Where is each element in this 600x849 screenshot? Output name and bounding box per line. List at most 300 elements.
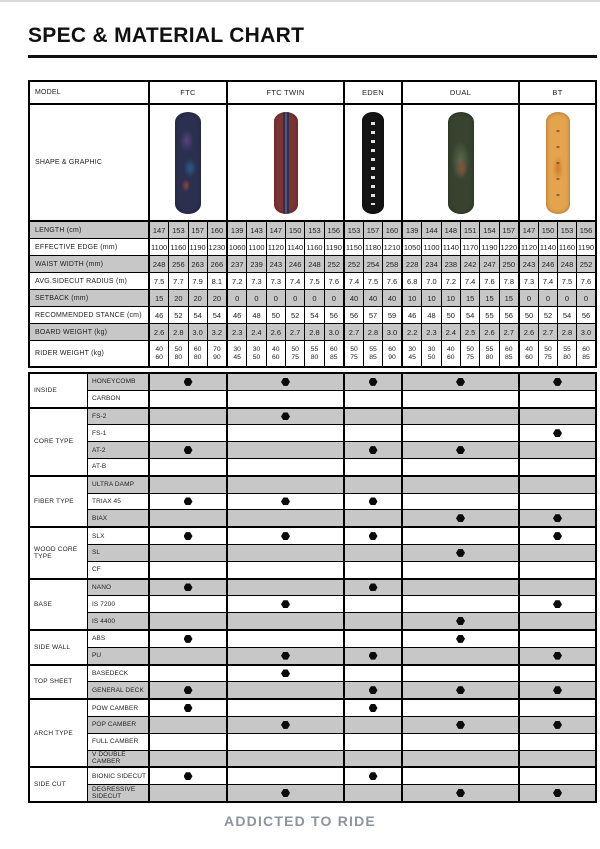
group-values-ftc: [148, 341, 226, 366]
snowboard-image-bt: [546, 112, 570, 214]
spec-value-cell: 228: [405, 259, 419, 269]
material-row-label: GENERAL DECK: [92, 686, 144, 694]
spec-value-cell: 20: [168, 290, 187, 306]
spec-value-cell: 56: [349, 310, 359, 320]
material-row-label: POW CAMBER: [92, 704, 139, 712]
spec-value-cell: [324, 341, 343, 366]
rider-weight-range: 50 75: [544, 345, 552, 361]
dot-cell-bt: [518, 409, 595, 425]
feature-dot-icon: [553, 429, 562, 437]
dot-cell-bt: [518, 580, 595, 596]
feature-dot-icon: [456, 617, 465, 625]
feature-dot-icon: [553, 532, 562, 540]
group-values-eden: [343, 256, 401, 272]
spec-value-cell: 2.5: [460, 324, 479, 340]
spec-value-cell: 147: [522, 225, 536, 235]
feature-dot-icon: [553, 721, 562, 729]
dot-cell-dual: [401, 374, 518, 390]
spec-value-cell: 7.6: [479, 273, 498, 289]
spec-value-cell: 237: [230, 259, 244, 269]
spec-value-cell: 150: [285, 222, 304, 238]
dot-cell-dual: [401, 477, 518, 493]
dot-cell-dual: [401, 666, 518, 682]
dot-cell-ftc: [148, 700, 226, 716]
dot-cell-dual: [401, 494, 518, 510]
material-section-rows: [87, 477, 595, 526]
dot-cell-eden: [343, 459, 401, 475]
material-row-is-4400: [88, 612, 595, 629]
dot-cell-bt: [518, 477, 595, 493]
dot-cell-bt: [518, 374, 595, 390]
feature-dot-icon: [456, 721, 465, 729]
spec-value-cell: [246, 341, 265, 366]
spec-value-cell: 50: [524, 310, 534, 320]
group-values-dual: [401, 307, 518, 323]
shape-graphic-label: SHAPE & GRAPHIC: [35, 159, 103, 166]
spec-value-cell: 7.3: [266, 273, 285, 289]
spec-value-cell: 1150: [345, 242, 363, 252]
model-group-header-ftc-twin: FTC TWIN: [226, 82, 343, 103]
dot-cell-ftc-twin: [226, 510, 343, 526]
material-section-side-cut: [30, 766, 595, 801]
spec-value-cell: 7.5: [363, 273, 382, 289]
spec-value-cell: 15: [479, 290, 498, 306]
dot-cell-eden: [343, 409, 401, 425]
spec-row-avg-sidecut-radius-m: [30, 272, 595, 289]
spec-value-cell: 246: [285, 256, 304, 272]
spec-value-cell: 153: [347, 225, 361, 235]
dot-cell-bt: [518, 700, 595, 716]
dot-cell-dual: [401, 510, 518, 526]
dot-cell-eden: [343, 768, 401, 784]
group-values-bt: [518, 307, 595, 323]
group-values-bt: [518, 239, 595, 255]
spec-value-cell: 1170: [460, 239, 479, 255]
spec-value-cell: 0: [246, 290, 265, 306]
rider-weight-range: 60 90: [388, 345, 396, 361]
spec-value-cell: 0: [266, 290, 285, 306]
model-group-header-eden: EDEN: [343, 82, 401, 103]
spec-value-cell: 52: [168, 307, 187, 323]
spec-value-cell: 1190: [324, 239, 343, 255]
feature-dot-icon: [281, 412, 290, 420]
dot-cell-ftc-twin: [226, 494, 343, 510]
dot-cell-dual: [401, 528, 518, 544]
feature-dot-icon: [369, 446, 378, 454]
spec-value-cell: 2.6: [479, 324, 498, 340]
feature-dot-icon: [553, 652, 562, 660]
group-values-dual: [401, 290, 518, 306]
model-group-header-bt: BT: [518, 82, 595, 103]
dot-cell-bt: [518, 751, 595, 767]
feature-dot-icon: [184, 772, 193, 780]
spec-value-cell: 1100: [246, 239, 265, 255]
spec-value-cell: [479, 341, 498, 366]
spec-value-cell: [460, 341, 479, 366]
material-section-inside: [30, 374, 595, 407]
rider-weight-range: 30 50: [427, 345, 436, 361]
material-row-pu: [88, 647, 595, 664]
rider-weight-range: 50 75: [350, 345, 358, 361]
dot-cell-bt: [518, 562, 595, 578]
dot-cell-bt: [518, 631, 595, 647]
spec-row-label: RECOMMENDED STANCE (cm): [35, 311, 142, 319]
snowboard-image-ftc-twin: [274, 112, 298, 214]
spec-value-cell: 243: [266, 256, 285, 272]
spec-value-cell: 48: [246, 307, 265, 323]
dot-cell-bt: [518, 545, 595, 561]
rider-weight-range: 60 85: [505, 345, 513, 361]
material-row-degressive-sidecut: [88, 784, 595, 801]
spec-value-cell: [188, 341, 207, 366]
spec-row-label: WAIST WIDTH (mm): [35, 260, 104, 268]
dot-cell-ftc: [148, 734, 226, 750]
spec-value-cell: 7.2: [441, 273, 460, 289]
spec-value-cell: 156: [576, 222, 595, 238]
model-header-label: MODEL: [35, 89, 61, 96]
material-row-pow-camber: [88, 700, 595, 716]
material-row-at-b: [88, 458, 595, 475]
material-row-fs-2: [88, 409, 595, 425]
material-row-label: TRIAX 45: [92, 497, 121, 505]
spec-value-cell: [304, 341, 323, 366]
feature-dot-icon: [369, 497, 378, 505]
group-values-bt: [518, 273, 595, 289]
spec-row-label: BOARD WEIGHT (kg): [35, 328, 108, 336]
group-values-ftc-twin: [226, 256, 343, 272]
dot-cell-ftc-twin: [226, 409, 343, 425]
group-values-dual: [401, 239, 518, 255]
spec-value-cell: 242: [460, 256, 479, 272]
spec-value-cell: [557, 341, 576, 366]
spec-value-cell: [363, 341, 382, 366]
rider-weight-range: 30 50: [252, 345, 261, 361]
spec-row-recommended-stance-cm: [30, 306, 595, 323]
feature-dot-icon: [456, 378, 465, 386]
group-values-ftc: [148, 239, 226, 255]
spec-value-cell: 8.1: [207, 273, 226, 289]
group-values-ftc-twin: [226, 222, 343, 238]
rider-weight-range: 55 80: [563, 345, 571, 361]
spec-value-cell: 1100: [421, 239, 440, 255]
spec-value-cell: 15: [499, 290, 518, 306]
feature-dot-icon: [184, 446, 193, 454]
group-values-ftc: [148, 324, 226, 340]
spec-value-cell: 258: [382, 256, 401, 272]
spec-value-cell: 143: [246, 222, 265, 238]
dot-cell-ftc: [148, 631, 226, 647]
material-row-label: CARBON: [92, 395, 121, 403]
spec-value-cell: 54: [557, 307, 576, 323]
feature-dot-icon: [369, 686, 378, 694]
spec-value-cell: 7.6: [576, 273, 595, 289]
spec-value-cell: 153: [168, 222, 187, 238]
dot-cell-ftc: [148, 613, 226, 629]
spec-value-cell: 52: [538, 307, 557, 323]
dot-cell-ftc: [148, 374, 226, 390]
group-values-ftc-twin: [226, 239, 343, 255]
material-section-label: ARCH TYPE: [30, 700, 87, 766]
spec-value-cell: 1140: [538, 239, 557, 255]
material-section-rows: [87, 768, 595, 801]
spec-value-cell: 56: [576, 307, 595, 323]
spec-value-cell: 2.3: [421, 324, 440, 340]
material-section-rows: [87, 409, 595, 475]
spec-value-cell: 7.6: [382, 273, 401, 289]
spec-value-cell: [345, 341, 363, 366]
spec-value-cell: 3.0: [188, 324, 207, 340]
spec-value-cell: 153: [304, 222, 323, 238]
dot-cell-ftc: [148, 477, 226, 493]
dot-cell-eden: [343, 545, 401, 561]
dot-cell-ftc-twin: [226, 682, 343, 698]
spec-value-cell: 1180: [363, 239, 382, 255]
spec-row-setback-mm: [30, 289, 595, 306]
group-values-dual: [401, 256, 518, 272]
spec-value-cell: [285, 341, 304, 366]
spec-value-cell: [576, 341, 595, 366]
dot-cell-ftc-twin: [226, 528, 343, 544]
dot-cell-ftc-twin: [226, 545, 343, 561]
feature-dot-icon: [369, 772, 378, 780]
dot-cell-eden: [343, 510, 401, 526]
group-values-ftc: [148, 290, 226, 306]
dot-cell-dual: [401, 409, 518, 425]
dot-cell-ftc: [148, 768, 226, 784]
spec-value-cell: 7.6: [324, 273, 343, 289]
material-row-abs: [88, 631, 595, 647]
feature-dot-icon: [281, 789, 290, 797]
rider-weight-range: 40 60: [525, 345, 533, 361]
dot-cell-ftc-twin: [226, 648, 343, 664]
spec-value-cell: 150: [538, 222, 557, 238]
title-underline: [28, 55, 597, 58]
dot-cell-dual: [401, 682, 518, 698]
dot-cell-bt: [518, 785, 595, 801]
spec-value-cell: 46: [154, 310, 164, 320]
spec-row-label: AVG.SIDECUT RADIUS (m): [35, 277, 128, 285]
spec-value-cell: 56: [499, 307, 518, 323]
group-values-bt: [518, 222, 595, 238]
dot-cell-ftc-twin: [226, 751, 343, 767]
feature-dot-icon: [281, 721, 290, 729]
spec-row-rider-weight-kg: [30, 340, 595, 366]
dot-cell-dual: [401, 459, 518, 475]
spec-row-label: SETBACK (mm): [35, 294, 89, 302]
spec-value-cell: 56: [324, 307, 343, 323]
feature-dot-icon: [281, 669, 290, 677]
group-values-ftc-twin: [226, 290, 343, 306]
dot-cell-eden: [343, 631, 401, 647]
dot-cell-eden: [343, 425, 401, 441]
material-section-top-sheet: [30, 664, 595, 699]
spec-value-cell: 2.8: [304, 324, 323, 340]
feature-dot-icon: [456, 549, 465, 557]
material-section-label: FIBER TYPE: [30, 477, 87, 526]
spec-value-cell: [520, 341, 538, 366]
spec-value-cell: 1230: [207, 239, 226, 255]
dot-cell-ftc: [148, 596, 226, 612]
material-section-core-type: [30, 407, 595, 475]
spec-value-cell: 248: [304, 256, 323, 272]
dot-cell-eden: [343, 666, 401, 682]
material-row-label: SL: [92, 549, 101, 557]
spec-row-length-cm: [30, 222, 595, 238]
material-row-slx: [88, 528, 595, 544]
spec-value-cell: 20: [188, 290, 207, 306]
feature-dot-icon: [281, 497, 290, 505]
rider-weight-range: 30 45: [408, 345, 416, 361]
spec-value-cell: 15: [154, 293, 164, 303]
material-section-rows: [87, 374, 595, 407]
material-row-label: HONEYCOMB: [92, 378, 136, 386]
spec-value-cell: 153: [557, 222, 576, 238]
feature-dot-icon: [369, 532, 378, 540]
spec-value-cell: 15: [460, 290, 479, 306]
dot-cell-bt: [518, 459, 595, 475]
dot-cell-ftc-twin: [226, 477, 343, 493]
spec-value-cell: 248: [557, 256, 576, 272]
material-row-label: PU: [92, 652, 102, 660]
dot-cell-ftc-twin: [226, 425, 343, 441]
dot-cell-eden: [343, 391, 401, 407]
dot-cell-ftc-twin: [226, 700, 343, 716]
dot-cell-ftc: [148, 580, 226, 596]
spec-value-cell: [150, 341, 168, 366]
snowboard-image-dual: [448, 112, 474, 214]
spec-value-cell: [266, 341, 285, 366]
material-row-label: BASEDECK: [92, 669, 129, 677]
material-section-label: CORE TYPE: [30, 409, 87, 475]
group-values-eden: [343, 222, 401, 238]
material-section-arch-type: [30, 698, 595, 766]
feature-dot-icon: [553, 600, 562, 608]
material-row-full-camber: [88, 733, 595, 750]
spec-value-cell: [403, 341, 421, 366]
dot-cell-ftc-twin: [226, 596, 343, 612]
dot-cell-ftc-twin: [226, 717, 343, 733]
spec-value-cell: 250: [499, 256, 518, 272]
spec-value-cell: 1190: [576, 239, 595, 255]
group-values-ftc-twin: [226, 324, 343, 340]
spec-value-cell: 46: [407, 310, 417, 320]
dot-cell-ftc: [148, 459, 226, 475]
material-section-fiber-type: [30, 475, 595, 526]
group-values-bt: [518, 290, 595, 306]
spec-value-cell: [382, 341, 401, 366]
material-section-rows: [87, 631, 595, 664]
spec-value-cell: 2.2: [406, 327, 418, 337]
dot-cell-ftc-twin: [226, 785, 343, 801]
spec-table: [28, 80, 597, 368]
feature-dot-icon: [281, 600, 290, 608]
spec-value-cell: 1160: [168, 239, 187, 255]
material-row-label: IS 7200: [92, 600, 116, 608]
dot-cell-ftc-twin: [226, 562, 343, 578]
dot-cell-eden: [343, 751, 401, 767]
feature-dot-icon: [456, 686, 465, 694]
spec-row-label: LENGTH (cm): [35, 226, 82, 234]
material-section-base: [30, 578, 595, 629]
spec-value-cell: 160: [207, 222, 226, 238]
spec-value-cell: 263: [188, 256, 207, 272]
spec-value-cell: 246: [538, 256, 557, 272]
dot-cell-ftc: [148, 409, 226, 425]
spec-value-cell: 156: [324, 222, 343, 238]
dot-cell-eden: [343, 477, 401, 493]
spec-value-cell: 1160: [304, 239, 323, 255]
dot-cell-ftc: [148, 682, 226, 698]
material-row-label: FULL CAMBER: [92, 738, 139, 746]
rider-weight-range: 55 85: [369, 345, 377, 361]
material-section-label: SIDE WALL: [30, 631, 87, 664]
dot-cell-ftc-twin: [226, 442, 343, 458]
spec-value-cell: [228, 341, 246, 366]
spec-value-cell: 1190: [479, 239, 498, 255]
board-cell-eden: [343, 105, 401, 220]
footer-brand: ADDICTED TO RIDE: [224, 813, 376, 829]
dot-cell-ftc-twin: [226, 613, 343, 629]
material-row-label: AT-2: [92, 446, 106, 454]
spec-value-cell: 48: [421, 307, 440, 323]
dot-cell-ftc-twin: [226, 580, 343, 596]
spec-value-cell: 7.4: [538, 273, 557, 289]
group-values-eden: [343, 307, 401, 323]
feature-dot-icon: [456, 635, 465, 643]
material-section-rows: [87, 700, 595, 766]
dot-cell-bt: [518, 768, 595, 784]
dot-cell-dual: [401, 717, 518, 733]
feature-dot-icon: [184, 704, 193, 712]
spec-value-cell: [499, 341, 518, 366]
material-row-label: BIAX: [92, 514, 108, 522]
material-row-label: FS-2: [92, 412, 107, 420]
spec-value-cell: 147: [152, 225, 166, 235]
spec-row-label: EFFECTIVE EDGE (mm): [35, 243, 118, 251]
dot-cell-ftc-twin: [226, 459, 343, 475]
dot-cell-bt: [518, 648, 595, 664]
group-values-dual: [401, 324, 518, 340]
dot-cell-bt: [518, 613, 595, 629]
material-row-label: CF: [92, 566, 101, 574]
dot-cell-ftc-twin: [226, 734, 343, 750]
dot-cell-dual: [401, 734, 518, 750]
group-values-bt: [518, 256, 595, 272]
material-row-label: ULTRA DAMP: [92, 481, 135, 489]
spec-value-cell: 0: [235, 293, 240, 303]
dot-cell-bt: [518, 494, 595, 510]
dot-cell-bt: [518, 510, 595, 526]
group-values-ftc: [148, 273, 226, 289]
material-row-label: IS 4400: [92, 617, 116, 625]
dot-cell-dual: [401, 425, 518, 441]
dot-cell-eden: [343, 374, 401, 390]
dot-cell-dual: [401, 700, 518, 716]
spec-value-cell: 160: [382, 222, 401, 238]
material-row-at-2: [88, 441, 595, 458]
rider-weight-range: 50 80: [174, 345, 183, 361]
spec-value-cell: 40: [349, 293, 359, 303]
spec-value-cell: 2.3: [231, 327, 243, 337]
dot-cell-ftc: [148, 562, 226, 578]
group-values-eden: [343, 324, 401, 340]
spec-value-cell: 0: [538, 290, 557, 306]
spec-value-cell: 0: [324, 290, 343, 306]
material-row-fs-1: [88, 424, 595, 441]
dot-cell-ftc-twin: [226, 391, 343, 407]
dot-cell-ftc: [148, 494, 226, 510]
spec-value-cell: 7.4: [285, 273, 304, 289]
